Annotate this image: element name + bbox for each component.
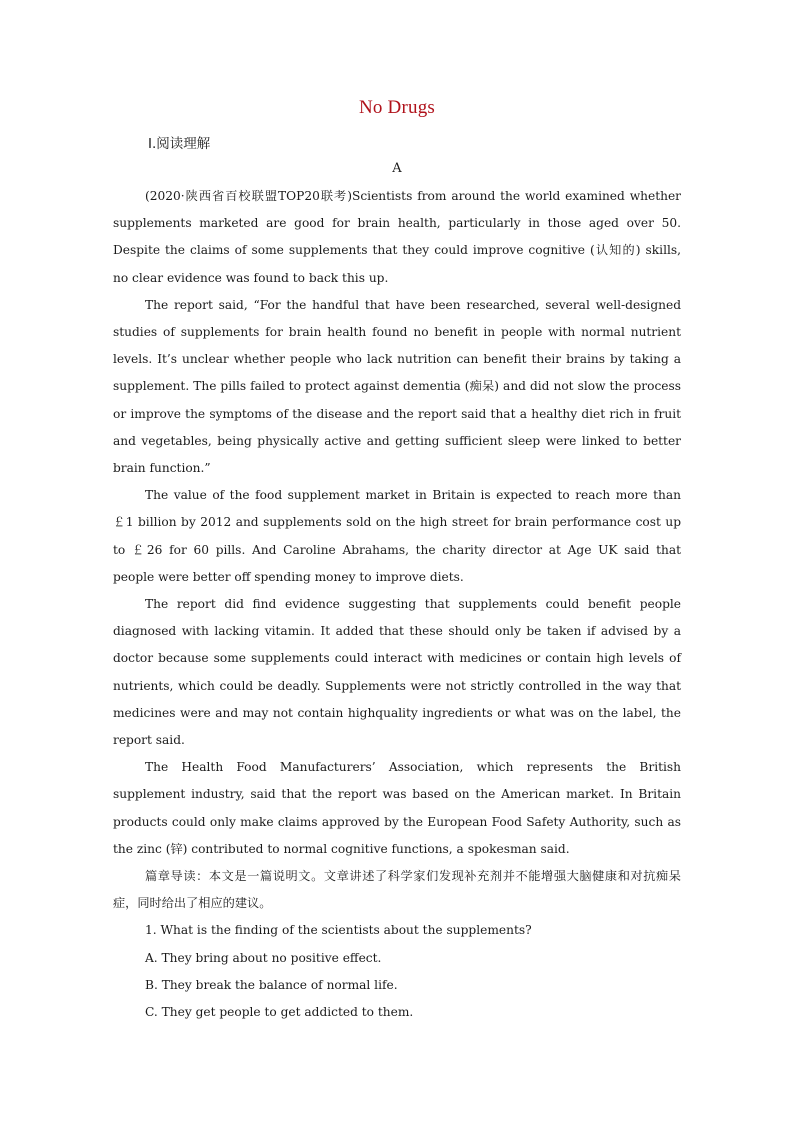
passage-body bbox=[113, 183, 681, 1026]
question-1-option-c: C. They get people to get addicted to them. bbox=[145, 1005, 414, 1020]
passage-label: A bbox=[392, 161, 402, 176]
document-title: No Drugs bbox=[358, 97, 435, 118]
question-1-option-a: A. They bring about no positive effect. bbox=[145, 950, 382, 965]
question-1-stem: 1. What is the finding of the scientists about the supplements? bbox=[145, 923, 532, 938]
paragraph-5: The Health Food Manufacturers’ Association, which represents the British supplement industry, said that the report was based on the American market. In Britain products could only make claims approved by the European Food Safety Authority, such as the zinc (锌) contributed to normal cognitive functions, a spokesman said. bbox=[113, 760, 681, 856]
paragraph-1: (2020·陕西省百校联盟TOP20联考)Scientists from around the world examined whether supplements marketed are good for brain health, particularly in those aged over 50. Despite the claims of some supplements that they could improve cognitive (认知的) skills, no clear evidence was found to back this up. bbox=[113, 189, 681, 285]
paragraph-4: The report did find evidence suggesting that supplements could benefit people diagnosed with lacking vitamin. It added that these should only be taken if advised by a doctor because some supplements could interact with medicines or contain high levels of nutrients, which could be deadly. Supplements were not strictly controlled in the way that medicines were and may not contain highquality ingredients or what was on the label, the report said. bbox=[113, 597, 681, 748]
section-heading: Ⅰ.阅读理解 bbox=[148, 136, 211, 152]
paragraph-3: The value of the food supplement market in Britain is expected to reach more than ￡1 billion by 2012 and supplements sold on the high street for brain performance cost up to ￡26 for 60 pills. And Caroline Abrahams, the charity director at Age UK said that people were better off spending money to improve diets. bbox=[113, 488, 681, 584]
paragraph-2: The report said, “For the handful that have been researched, several well-designed studies of supplements for brain health found no benefit in people with normal nutrient levels. It’s unclear whether people who lack nutrition can benefit their brains by taking a supplement. The pills failed to protect against dementia (痴呆) and did not slow the process or improve the symptoms of the disease and the report said that a healthy diet rich in fruit and vegetables, being physically active and getting sufficient sleep were linked to better brain function.” bbox=[113, 297, 681, 476]
question-1-option-b: B. They break the balance of normal life. bbox=[145, 977, 398, 992]
passage-guide: 篇章导读：本文是一篇说明文。文章讲述了科学家们发现补充剂并不能增强大脑健康和对抗痴呆症，同时给出了相应的建议。 bbox=[113, 869, 681, 911]
